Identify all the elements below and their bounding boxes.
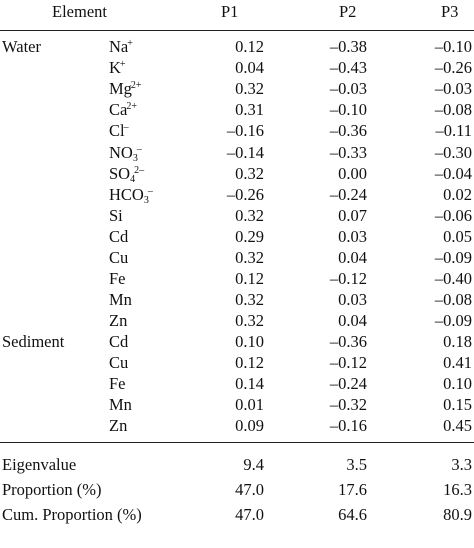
- element-label: [109, 353, 128, 373]
- element-symbol: Mn: [109, 290, 132, 310]
- loading-p3: –0.09: [434, 248, 472, 267]
- element-charge: +: [127, 38, 133, 49]
- element-label: [109, 206, 123, 226]
- element-label: [109, 290, 132, 310]
- element-symbol: Cl: [109, 121, 125, 141]
- loading-p1: –0.26: [226, 184, 264, 204]
- loading-p2: –0.12: [329, 353, 367, 373]
- element-symbol: Cd: [109, 332, 129, 351]
- loading-p1: 0.31: [235, 100, 264, 120]
- loading-p3: 0.02: [443, 184, 472, 204]
- loading-p1: 0.32: [235, 311, 264, 331]
- loading-p1: 0.09: [235, 416, 264, 436]
- summary-p1: 47.0: [235, 480, 264, 499]
- summary-p2: 17.6: [338, 480, 367, 499]
- loading-p2: –0.24: [329, 184, 367, 204]
- loading-p2: –0.03: [329, 79, 367, 99]
- loading-p2: 0.03: [338, 226, 367, 246]
- element-symbol: Mg: [109, 79, 132, 99]
- element-label: [109, 58, 126, 78]
- summary-p3: 80.9: [443, 505, 472, 524]
- element-label: [109, 269, 126, 289]
- element-symbol: HCO: [109, 184, 144, 204]
- loading-p2: 0.04: [338, 248, 367, 267]
- loading-p3: –0.10: [434, 37, 472, 56]
- loading-p3: –0.26: [434, 58, 472, 78]
- element-subscript: 3: [143, 194, 149, 206]
- loading-p3: –0.30: [434, 142, 472, 162]
- element-charge: 2+: [126, 101, 137, 113]
- loading-p3: 0.41: [443, 353, 472, 373]
- header-element: Element: [52, 2, 107, 21]
- header-p3: P3: [441, 2, 459, 21]
- element-symbol: Fe: [109, 374, 126, 394]
- header-p2: P2: [339, 2, 357, 21]
- element-label: [109, 37, 133, 57]
- element-label: [109, 416, 127, 436]
- summary-label: Eigenvalue: [2, 455, 77, 474]
- loading-p3: 0.15: [443, 395, 472, 415]
- loading-p3: –0.40: [434, 269, 472, 289]
- element-charge: –: [136, 143, 142, 155]
- element-symbol: NO: [109, 142, 133, 162]
- element-charge: –: [147, 185, 153, 197]
- loading-p3: 0.18: [443, 332, 472, 351]
- summary-label: Proportion (%): [2, 480, 102, 499]
- element-symbol: SO: [109, 163, 131, 183]
- group-label-water: Water: [2, 37, 41, 56]
- summary-label: Cum. Proportion (%): [2, 505, 142, 524]
- element-label: [109, 79, 142, 99]
- element-charge: +: [119, 59, 126, 71]
- loading-p3: 0.45: [443, 416, 472, 436]
- element-label: [109, 227, 128, 247]
- loading-p3: –0.04: [434, 163, 472, 183]
- header-rule: [0, 30, 474, 31]
- loading-p1: 0.32: [235, 248, 264, 267]
- loading-p2: –0.32: [329, 395, 367, 415]
- element-symbol: Fe: [109, 269, 126, 289]
- loading-p3: 0.10: [443, 374, 472, 394]
- loading-p3: 0.05: [443, 226, 472, 246]
- loading-p2: 0.04: [338, 311, 367, 331]
- loading-p1: 0.01: [235, 395, 264, 415]
- group-label-sediment: Sediment: [2, 332, 65, 351]
- loading-p1: 0.32: [235, 290, 264, 310]
- loading-p1: 0.04: [235, 58, 264, 78]
- summary-p3: 3.3: [451, 455, 472, 474]
- element-symbol: Cu: [109, 248, 129, 267]
- loading-p2: –0.38: [329, 37, 367, 56]
- loading-p2: –0.36: [329, 332, 367, 351]
- loading-p2: –0.33: [329, 142, 367, 162]
- loading-p2: –0.10: [329, 100, 367, 120]
- loading-p3: –0.09: [434, 311, 472, 331]
- element-label: [109, 374, 126, 394]
- element-symbol: Na: [109, 37, 129, 56]
- header-p1: P1: [221, 2, 239, 21]
- loading-p2: 0.03: [338, 290, 367, 310]
- loading-p1: 0.10: [235, 332, 264, 351]
- loading-p1: 0.14: [235, 374, 264, 394]
- loading-p1: 0.29: [235, 226, 264, 246]
- summary-p1: 47.0: [235, 505, 264, 524]
- element-label: [109, 395, 132, 415]
- summary-rule: [0, 442, 474, 443]
- element-label: [109, 332, 128, 352]
- loading-p1: 0.12: [235, 37, 264, 56]
- element-symbol: Zn: [109, 311, 128, 331]
- loading-p1: 0.32: [235, 163, 264, 183]
- summary-p2: 3.5: [346, 455, 367, 474]
- loading-p3: –0.03: [434, 79, 472, 99]
- element-label: [109, 311, 127, 331]
- element-label: [109, 100, 137, 120]
- loading-p1: –0.16: [226, 121, 264, 141]
- element-label: [109, 121, 129, 141]
- loading-p3: –0.11: [435, 121, 472, 141]
- loading-p2: –0.43: [329, 58, 367, 78]
- element-charge: 2+: [130, 80, 142, 92]
- loading-p2: –0.12: [329, 269, 367, 289]
- loading-p1: 0.32: [235, 205, 264, 225]
- loading-p1: 0.32: [235, 79, 264, 99]
- element-subscript: 3: [132, 152, 138, 164]
- summary-p2: 64.6: [338, 505, 367, 524]
- loading-p3: –0.08: [434, 100, 472, 120]
- loading-p2: 0.07: [338, 205, 367, 225]
- element-symbol: Mn: [109, 395, 132, 415]
- element-symbol: Si: [109, 205, 123, 225]
- element-symbol: Cd: [109, 226, 129, 246]
- element-label: [109, 143, 142, 163]
- loading-p2: –0.36: [329, 121, 367, 141]
- element-symbol: Ca: [109, 100, 128, 120]
- element-symbol: Zn: [109, 416, 128, 436]
- element-charge: 2–: [134, 164, 145, 176]
- loading-p2: –0.16: [329, 416, 367, 436]
- element-label: [109, 164, 144, 184]
- element-symbol: Cu: [109, 353, 129, 373]
- loading-p1: 0.12: [235, 269, 264, 289]
- loading-p2: 0.00: [338, 163, 367, 183]
- loading-p3: –0.06: [434, 205, 472, 225]
- element-label: [109, 185, 153, 205]
- loading-p1: –0.14: [226, 142, 264, 162]
- element-charge: –: [123, 122, 129, 134]
- loading-p3: –0.08: [434, 290, 472, 310]
- summary-p1: 9.4: [243, 455, 264, 474]
- element-subscript: 4: [130, 173, 136, 185]
- element-symbol: K: [109, 58, 121, 78]
- loading-p1: 0.12: [235, 353, 264, 373]
- summary-p3: 16.3: [443, 480, 472, 499]
- loading-p2: –0.24: [329, 374, 367, 394]
- element-label: [109, 248, 128, 268]
